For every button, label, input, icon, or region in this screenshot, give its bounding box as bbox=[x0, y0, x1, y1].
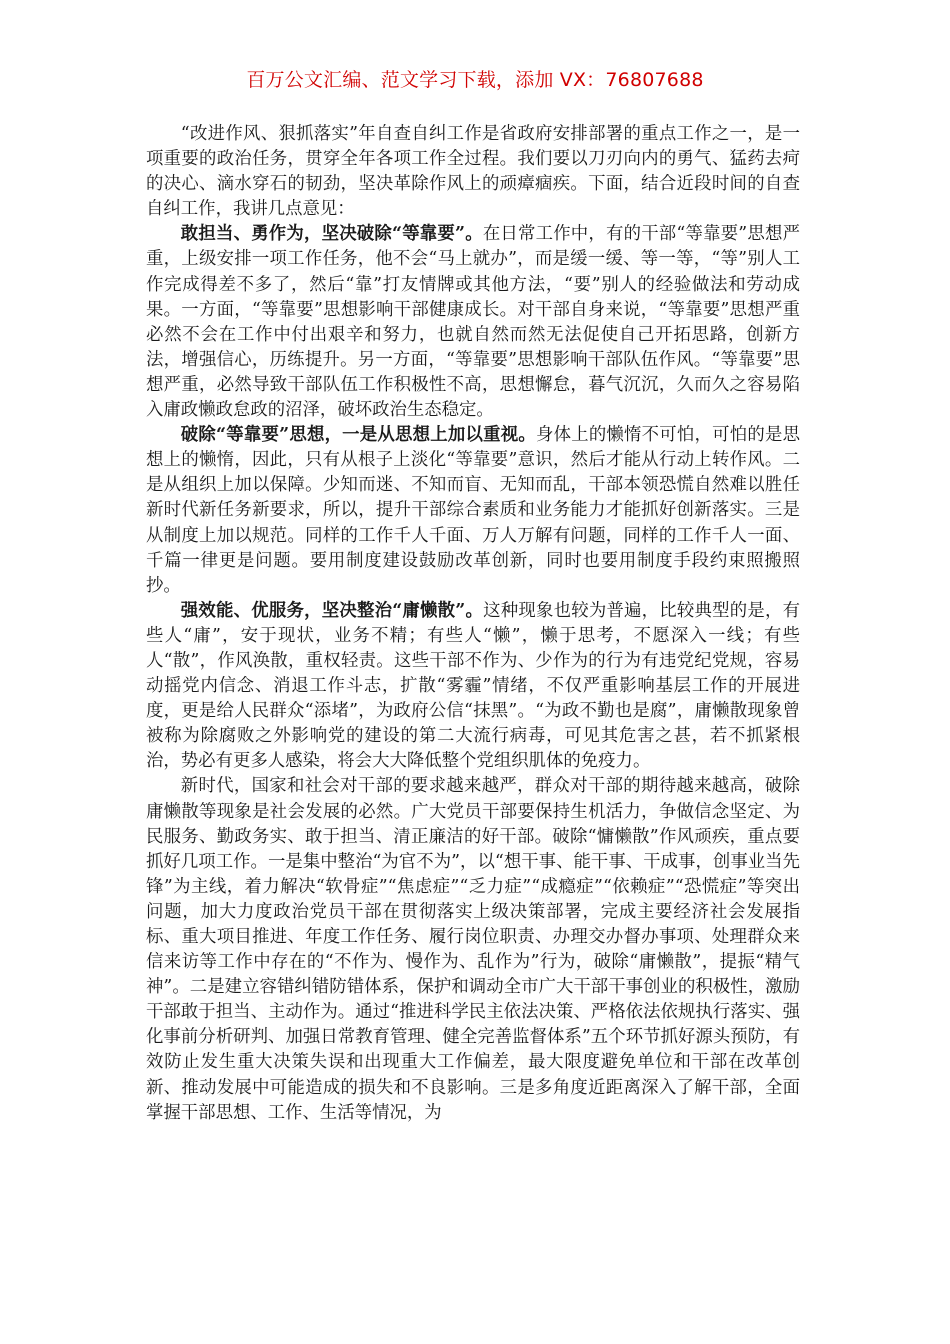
paragraph bbox=[146, 599, 800, 775]
document-body bbox=[146, 122, 800, 1126]
paragraph-lead: 敢担当、勇作为，坚决破除“等靠要”。 bbox=[180, 224, 483, 245]
paragraph bbox=[146, 423, 800, 599]
paragraph-text: 在日常工作中，有的干部“等靠要”思想严重，上级安排一项工作任务，他不会“马上就办”，而是缓一缓、等一等，“等”别人工作完成得差不多了，然后“靠”打友情牌或其他方法，“要”别人的经验做法和劳动成果。一方面，“等靠要”思想影响干部健康成长。对干部自身来说，“等靠要”思想严重必然不会在工作中付出艰辛和努力，也就自然而然无法促使自己开拓思路，创新方法，增强信心，历练提升。另一方面，“等靠要”思想影响干部队伍作风。“等靠要”思想严重，必然导致干部队伍工作积极性不高，思想懈怠，暮气沉沉，久而久之容易陷入庸政懒政怠政的沼泽，破坏政治生态稳定。 bbox=[146, 224, 800, 421]
paragraph bbox=[146, 122, 800, 222]
paragraph-text: “改进作风、狠抓落实”年自查自纠工作是省政府安排部署的重点工作之一，是一项重要的政治任务，贯穿全年各项工作全过程。我们要以刀刃向内的勇气、猛药去疴的决心、滴水穿石的韧劲，坚决革除作风上的顽瘴痼疾。下面，结合近段时间的自查自纠工作，我讲几点意见： bbox=[146, 124, 800, 220]
paragraph-lead: 破除“等靠要”思想，一是从思想上加以重视。 bbox=[180, 425, 536, 446]
paragraph bbox=[146, 774, 800, 1125]
paragraph bbox=[146, 222, 800, 423]
paragraph-text: 新时代，国家和社会对干部的要求越来越严，群众对干部的期待越来越高，破除庸懒散等现象是社会发展的必然。广大党员干部要保持生机活力，争做信念坚定、为民服务、勤政务实、敢于担当、清正廉洁的好干部。破除“慵懒散”作风顽疾，重点要抓好几项工作。一是集中整治“为官不为”，以“想干事、能干事、干成事，创事业当先锋”为主线，着力解决“软骨症”“焦虑症”“乏力症”“成瘾症”“依赖症”“恐慌症”等突出问题，加大力度政治党员干部在贯彻落实上级决策部署，完成主要经济社会发展指标、重大项目推进、年度工作任务、履行岗位职责、办理交办督办事项、处理群众来信来访等工作中存在的“不作为、慢作为、乱作为”行为，破除“庸懒散”，提振“精气神”。二是建立容错纠错防错体系，保护和调动全市广大干部干事创业的积极性，激励干部敢于担当、主动作为。通过“推进科学民主依法决策、严格依法依规执行落实、强化事前分析研判、加强日常教育管理、健全完善监督体系”五个环节抓好源头预防，有效防止发生重大决策失误和出现重大工作偏差，最大限度避免单位和干部在改革创新、推动发展中可能造成的损失和不良影响。三是多角度近距离深入了解干部，全面掌握干部思想、工作、生活等情况，为 bbox=[146, 776, 800, 1123]
paragraph-text: 身体上的懒惰不可怕，可怕的是思想上的懒惰，因此，只有从根子上淡化“等靠要”意识，然后才能从行动上转作风。二是从组织上加以保障。少知而迷、不知而盲、无知而乱，干部本领恐慌自然难以胜任新时代新任务新要求，所以，提升干部综合素质和业务能力才能抓好创新落实。三是从制度上加以规范。同样的工作千人千面、万人万解有问题，同样的工作千人一面、千篇一律更是问题。要用制度建设鼓励改革创新，同时也要用制度手段约束照搬照抄。 bbox=[146, 425, 800, 596]
watermark-header: 百万公文汇编、范文学习下载，添加 VX：76807688 bbox=[246, 69, 704, 91]
paragraph-text: 这种现象也较为普遍，比较典型的是，有些人“庸”，安于现状，业务不精；有些人“懒”，懒于思考，不愿深入一线；有些人“散”，作风涣散，重权轻责。这些干部不作为、少作为的行为有违党纪党规，容易动摇党内信念、消退工作斗志，扩散“雾霾”情绪，不仅严重影响基层工作的开展进度，更是给人民群众“添堵”，为政府公信“抹黑”。“为政不勤也是腐”，庸懒散现象曾被称为除腐败之外影响党的建设的第二大流行病毒，可见其危害之甚，若不抓紧根治，势必有更多人感染，将会大大降低整个党组织肌体的免疫力。 bbox=[146, 600, 800, 772]
paragraph-lead: 强效能、优服务，坚决整治“庸懒散”。 bbox=[180, 600, 484, 621]
